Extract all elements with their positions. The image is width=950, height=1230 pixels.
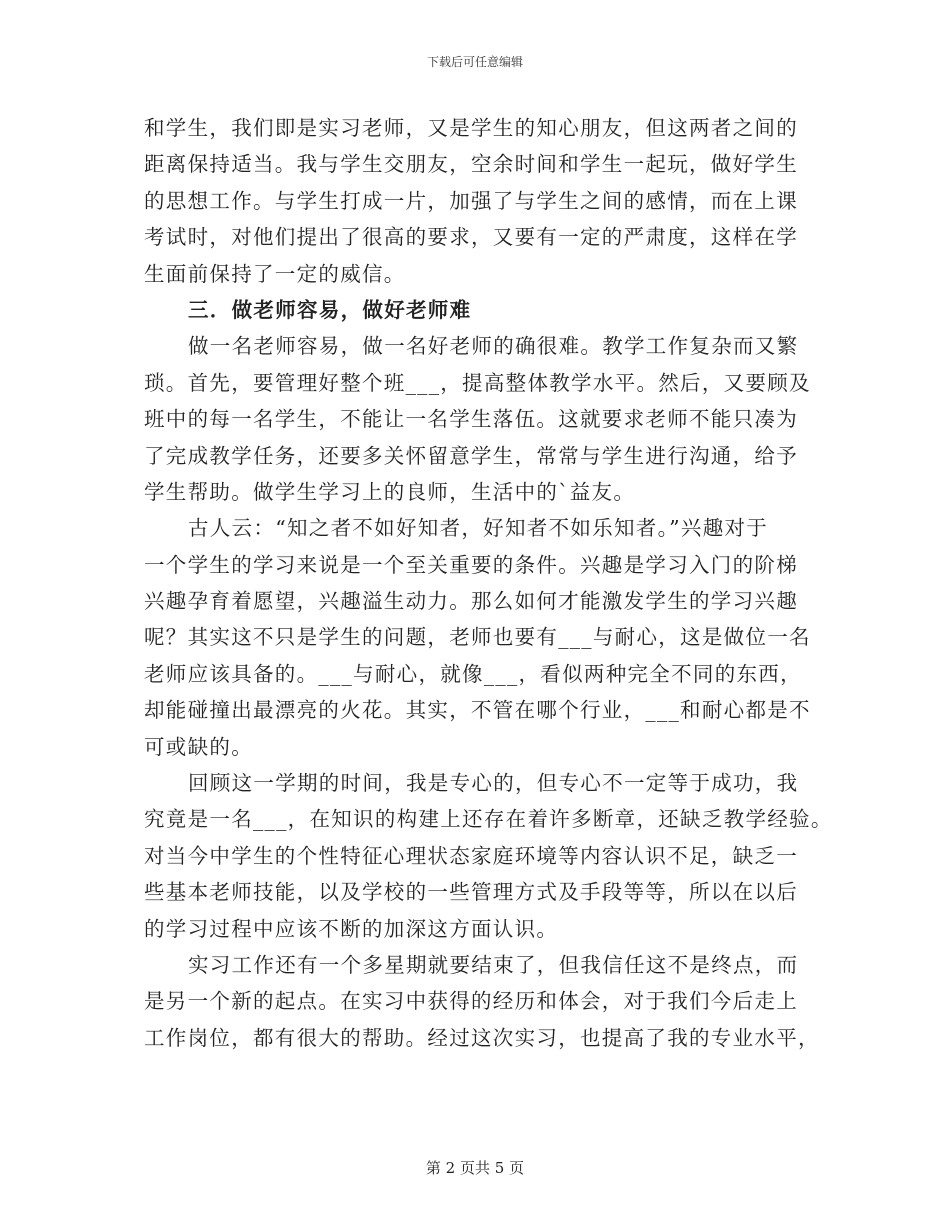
- text-line: 兴趣孕育着愿望，兴趣溢生动力。那么如何才能激发学生的学习兴趣: [144, 589, 798, 614]
- page-footer: 第 2 页共 5 页: [425, 1159, 525, 1177]
- text-line: 和学生，我们即是实习老师，又是学生的知心朋友，但这两者之间的: [144, 116, 798, 140]
- body-text: [144, 110, 833, 1056]
- text-line: 对当今中学生的个性特征心理状态家庭环境等内容认识不足，缺乏一: [144, 843, 798, 868]
- text-line: 生面前保持了一定的威信。: [144, 261, 406, 286]
- text-line: 的学习过程中应该不断的加深这方面认识。: [144, 916, 559, 941]
- text-line: 是另一个新的起点。在实习中获得的经历和体会，对于我们今后走上: [144, 989, 798, 1014]
- text-line: 一个学生的学习来说是一个至关重要的条件。兴趣是学习入门的阶梯: [144, 552, 798, 577]
- text-line: 究竟是一名___，在知识的构建上还存在着许多断章，还缺乏教学经验。: [144, 807, 833, 832]
- section-heading: 三．做老师容易，做好老师难: [188, 297, 472, 322]
- text-line: 老师应该具备的。___与耐心，就像___，看似两种完全不同的东西，: [144, 661, 802, 686]
- text-line: 工作岗位，都有很大的帮助。经过这次实习，也提高了我的专业水平，: [144, 1025, 820, 1050]
- text-line: 呢？其实这不只是学生的问题，老师也要有___与耐心，这是做位一名: [144, 625, 811, 650]
- text-line: 学生帮助。做学生学习上的良师，生活中的`益友。: [144, 479, 636, 504]
- text-line: 了完成教学任务，还要多关怀留意学生，常常与学生进行沟通，给予: [144, 443, 798, 468]
- paragraph-start: 回顾这一学期的时间，我是专心的，但专心不一定等于成功，我: [188, 771, 799, 796]
- text-line: 考试时，对他们提出了很高的要求，又要有一定的严肃度，这样在学: [144, 225, 798, 250]
- text-line: 琐。首先，要管理好整个班___，提高整体教学水平。然后，又要顾及: [144, 370, 811, 395]
- text-line: 班中的每一名学生，不能让一名学生落伍。这就要求老师不能只凑为: [144, 407, 798, 432]
- text-line: 可或缺的。: [144, 734, 253, 759]
- text-line: 却能碰撞出最漂亮的火花。其实，不管在哪个行业，___和耐心都是不: [144, 698, 811, 723]
- text-line: 距离保持适当。我与学生交朋友，空余时间和学生一起玩，做好学生: [144, 152, 798, 177]
- paragraph-start: 古人云：“知之者不如好知者，好知者不如乐知者。”兴趣对于: [188, 516, 769, 541]
- paragraph-start: 实习工作还有一个多星期就要结束了，但我信任这不是终点，而: [188, 952, 799, 977]
- text-line: 些基本老师技能，以及学校的一些管理方式及手段等等，所以在以后: [144, 880, 798, 905]
- page-header: 下载后可任意编辑: [426, 55, 523, 69]
- text-line: 的思想工作。与学生打成一片，加强了与学生之间的感情，而在上课: [144, 188, 798, 213]
- paragraph-start: 做一名老师容易，做一名好老师的确很难。教学工作复杂而又繁: [188, 334, 799, 359]
